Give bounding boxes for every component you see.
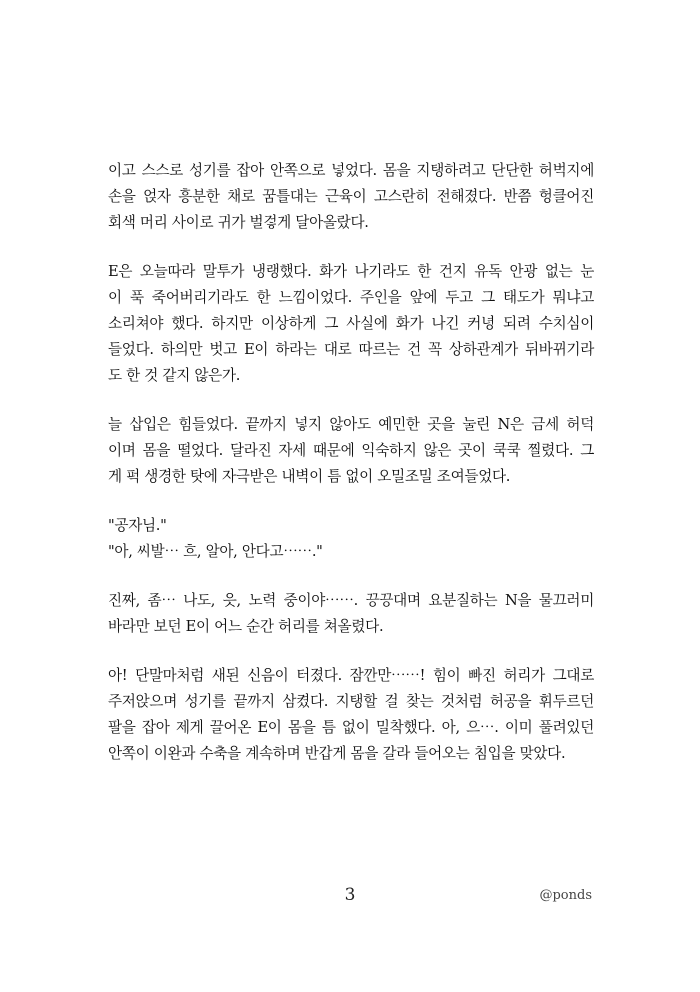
text-line: 이 푹 죽어버리기라도 한 느낌이었다. 주인을 앞에 두고 그 태도가 뭐냐고: [108, 289, 594, 306]
text-line: 진짜, 좀⋯ 나도, 읏, 노력 중이야⋯⋯. 끙끙대며 요분질하는 N을 물끄러미: [108, 592, 594, 609]
text-line: 늘 삽입은 힘들었다. 끝까지 넣지 않아도 예민한 곳을 눌린 N은 금세 허덕: [108, 416, 594, 433]
text-line: 팔을 잡아 제게 끌어온 E이 몸을 틈 없이 밀착했다. 아, 으⋯. 이미 풀려있던: [108, 719, 594, 736]
text-line: E은 오늘따라 말투가 냉랭했다. 화가 나기라도 한 건지 유독 안광 없는 눈: [108, 263, 594, 280]
text-line: 손을 얹자 흥분한 채로 꿈틀대는 근육이 고스란히 전해졌다. 반쯤 헝클어진: [108, 188, 594, 205]
author-handle: @ponds: [539, 888, 592, 903]
text-line: 게 퍽 생경한 탓에 자극받은 내벽이 틈 없이 오밀조밀 조여들었다.: [108, 468, 511, 485]
text-line: 도 한 것 같지 않은가.: [108, 367, 241, 384]
text-line: 바라만 보던 E이 어느 순간 허리를 쳐올렸다.: [108, 618, 384, 635]
text-line: 안쪽이 이완과 수축을 계속하며 반갑게 몸을 갈라 들어오는 침입을 맞았다.: [108, 745, 566, 762]
text-line: 이고 스스로 성기를 잡아 안쪽으로 넣었다. 몸을 지탱하려고 단단한 허벅지에: [108, 162, 594, 179]
text-line: 소리쳐야 했다. 하지만 이상하게 그 사실에 화가 나긴 커녕 되려 수치심이: [108, 315, 594, 332]
paragraph: [108, 663, 594, 767]
text-line: 이며 몸을 떨었다. 달라진 자세 때문에 익숙하지 않은 곳이 쿡쿡 찔렸다. 그: [108, 442, 594, 459]
body-text: [108, 158, 594, 790]
text-line: 주저앉으며 성기를 끝까지 삼켰다. 지탱할 걸 찾는 것처럼 허공을 휘두르던: [108, 693, 594, 710]
text-line: "공자님.": [108, 517, 167, 534]
text-line: 회색 머리 사이로 귀가 벌겋게 달아올랐다.: [108, 214, 369, 231]
paragraph: [108, 158, 594, 236]
paragraph: [108, 259, 594, 389]
dialogue-block: [108, 513, 594, 565]
paragraph: [108, 588, 594, 640]
text-line: 아! 단말마처럼 새된 신음이 터졌다. 잠깐만⋯⋯! 힘이 빠진 허리가 그대로: [108, 667, 594, 684]
text-line: 들었다. 하의만 벗고 E이 하라는 대로 따르는 건 꼭 상하관계가 뒤바뀌기라: [108, 341, 594, 358]
paragraph: [108, 412, 594, 490]
text-line: "아, 씨발⋯ 흐, 알아, 안다고⋯⋯.": [108, 543, 323, 560]
page-number: 3: [344, 885, 356, 905]
